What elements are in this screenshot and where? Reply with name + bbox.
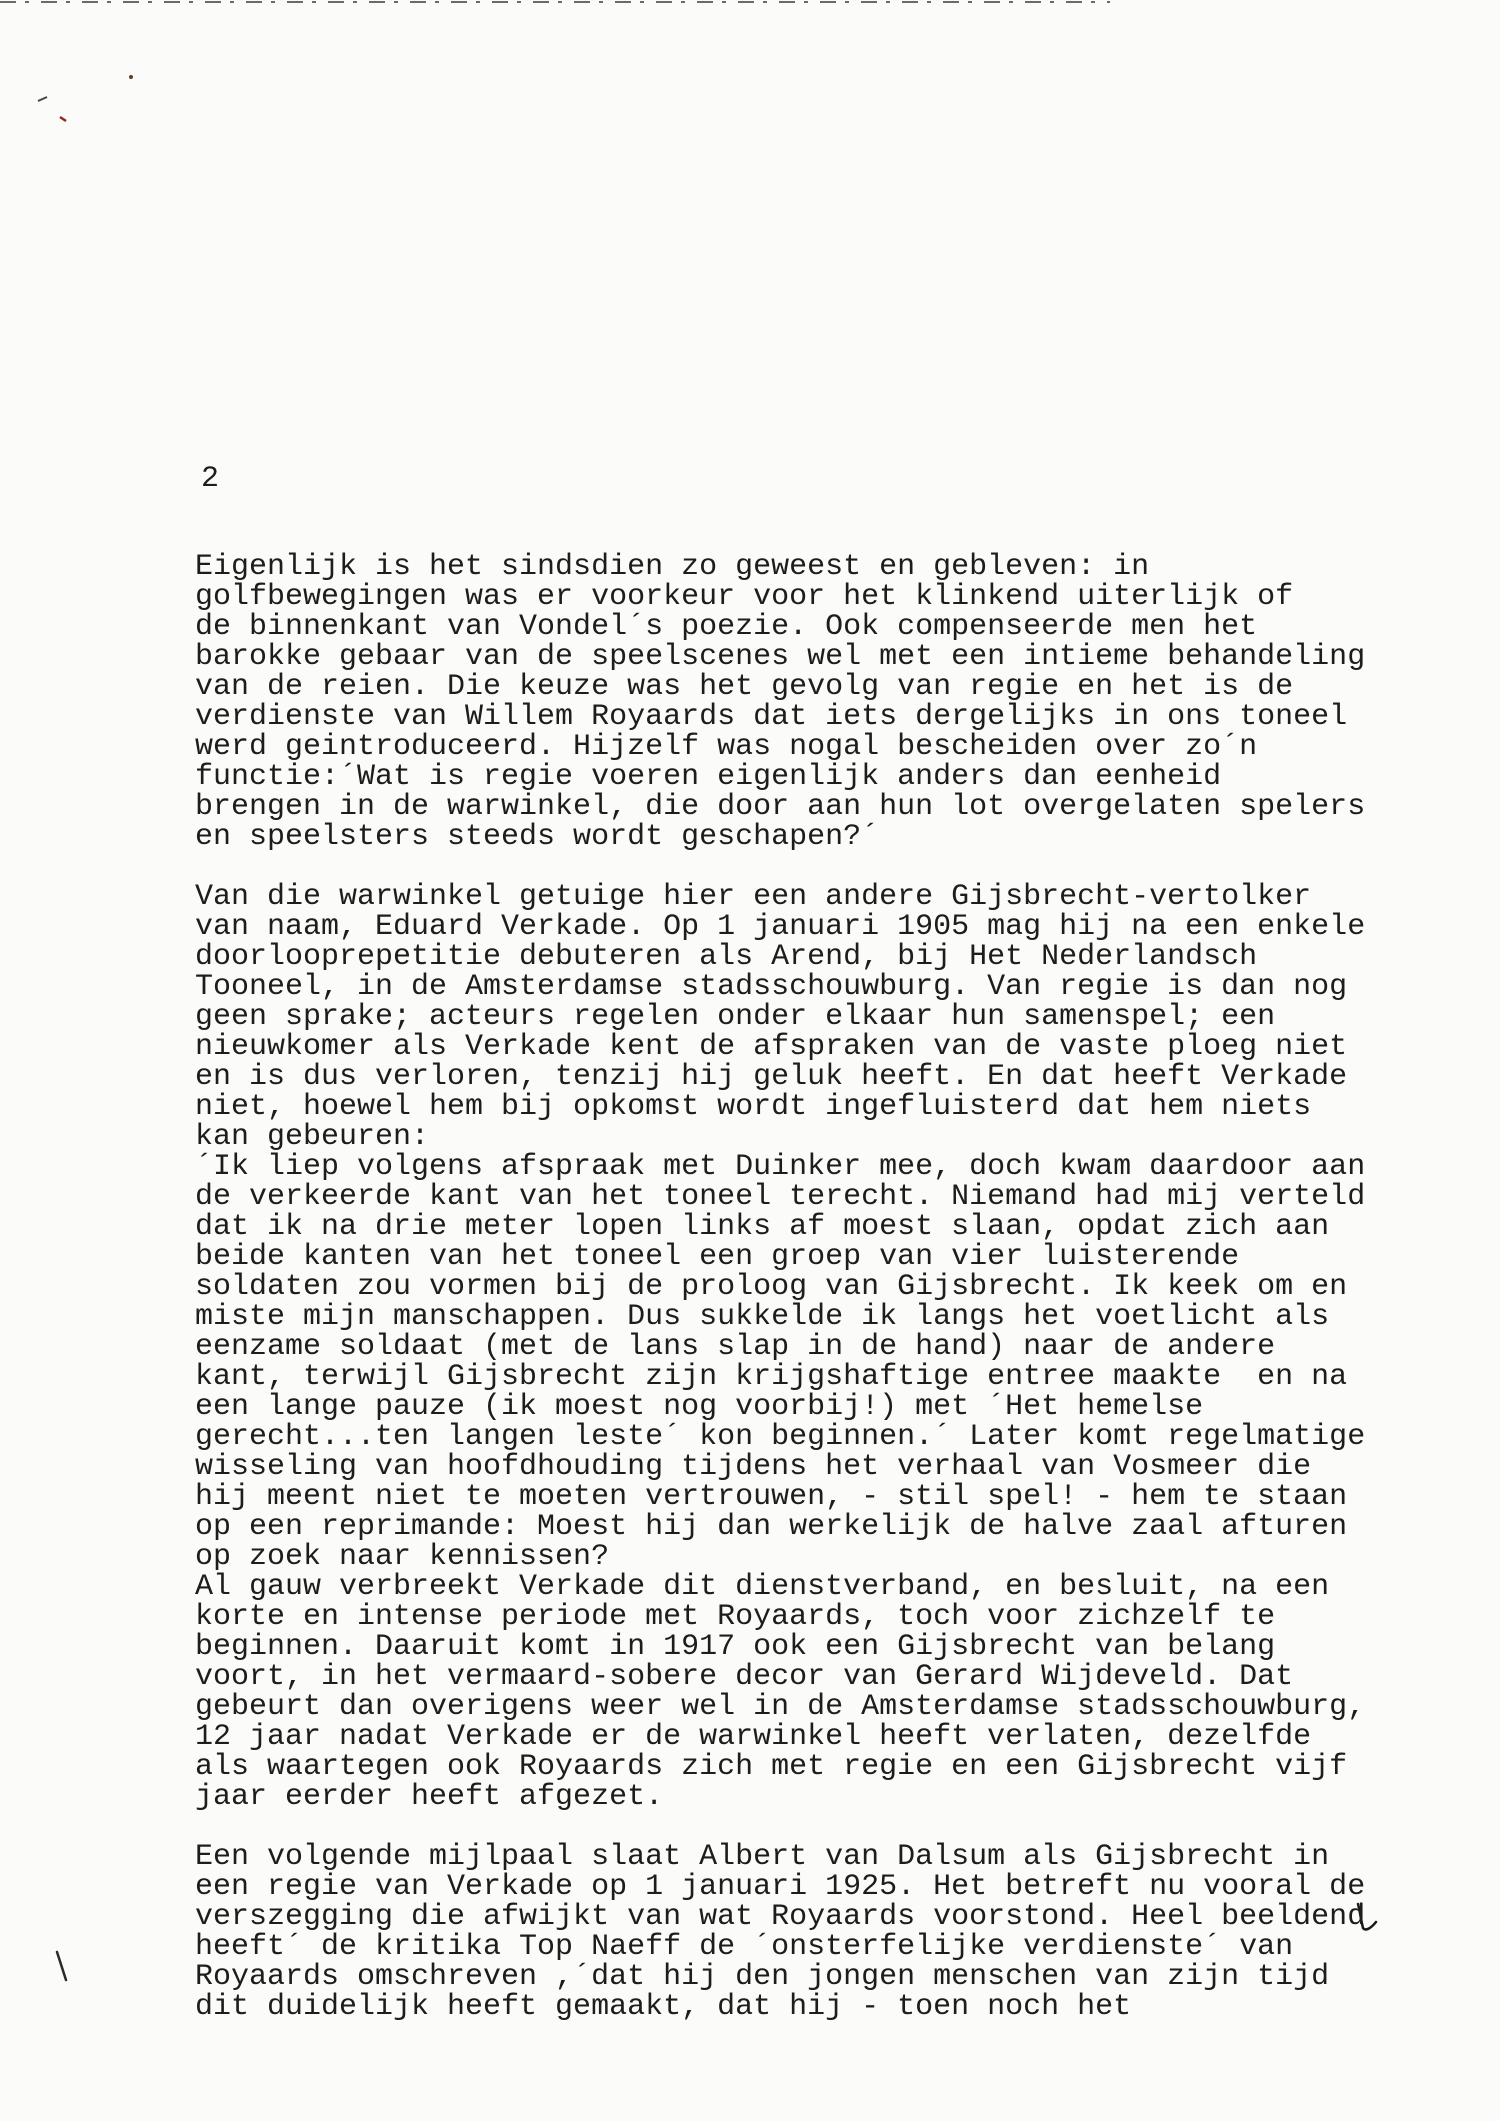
text-line: gerecht...ten langen leste´ kon beginnen.´ Later komt regelmatige [195,1420,1366,1454]
text-line: kan gebeuren: [195,1120,430,1154]
scan-speck [38,97,47,101]
text-line: en speelsters steeds wordt geschapen?´ [195,820,880,854]
paragraph [195,882,1365,1812]
paragraph [195,552,1365,852]
text-line: soldaten zou vormen bij de proloog van Gijsbrecht. Ik keek om en [195,1270,1348,1304]
text-line: Eigenlijk is het sindsdien zo geweest en gebleven: in [195,550,1150,584]
text-line: functie:´Wat is regie voeren eigenlijk anders dan eenheid [195,760,1222,794]
text-line: jaar eerder heeft afgezet. [195,1780,664,1814]
document-body [195,552,1365,2022]
text-line: verszegging die afwijkt van wat Royaards voorstond. Heel beeldend [195,1900,1366,1934]
text-line: verdienste van Willem Royaards dat iets dergelijks in ons toneel [195,700,1348,734]
text-line: Royaards omschreven ,´dat hij den jongen menschen van zijn tijd [195,1960,1330,1994]
text-line: gebeurt dan overigens weer wel in de Amsterdamse stadsschouwburg, [195,1690,1366,1724]
text-line: werd geintroduceerd. Hijzelf was nogal bescheiden over zo´n [195,730,1258,764]
text-line: een regie van Verkade op 1 januari 1925. Het betreft nu vooral de [195,1870,1366,1904]
text-line: Tooneel, in de Amsterdamse stadsschouwburg. Van regie is dan nog [195,970,1348,1004]
text-line: 12 jaar nadat Verkade er de warwinkel heeft verlaten, dezelfde [195,1720,1312,1754]
text-line: Van die warwinkel getuige hier een andere Gijsbrecht-vertolker [195,880,1312,914]
text-line: op een reprimande: Moest hij dan werkelijk de halve zaal afturen [195,1510,1348,1544]
text-line: wisseling van hoofdhouding tijdens het verhaal van Vosmeer die [195,1450,1312,1484]
text-line: barokke gebaar van de speelscenes wel met een intieme behandeling [195,640,1366,674]
text-line: beide kanten van het toneel een groep van vier luisterende [195,1240,1240,1274]
text-line: kant, terwijl Gijsbrecht zijn krijgshaftige entree maakte en na [195,1360,1348,1394]
text-line: geen sprake; acteurs regelen onder elkaar hun samenspel; een [195,1000,1276,1034]
pen-stroke-mark [57,1952,66,1980]
text-line: voort, in het vermaard-sobere decor van Gerard Wijdeveld. Dat [195,1660,1294,1694]
paragraph [195,1842,1365,2022]
text-line: korte en intense periode met Royaards, toch voor zichzelf te [195,1600,1276,1634]
text-line: en is dus verloren, tenzij hij geluk heeft. En dat heeft Verkade [195,1060,1348,1094]
text-line: op zoek naar kennissen? [195,1540,610,1574]
text-line: miste mijn manschappen. Dus sukkelde ik langs het voetlicht als [195,1300,1330,1334]
text-line: de binnenkant van Vondel´s poezie. Ook compenseerde men het [195,610,1258,644]
text-line: dat ik na drie meter lopen links af moest slaan, opdat zich aan [195,1210,1330,1244]
text-line: dit duidelijk heeft gemaakt, dat hij - toen noch het [195,1990,1132,2024]
text-line: een lange pauze (ik moest nog voorbij!) met ´Het hemelse [195,1390,1204,1424]
scan-speck [129,75,133,79]
text-line: Al gauw verbreekt Verkade dit dienstverband, en besluit, na een [195,1570,1330,1604]
text-line: als waartegen ook Royaards zich met regie en een Gijsbrecht vijf [195,1750,1348,1784]
text-line: heeft´ de kritika Top Naeff de ´onsterfelijke verdienste´ van [195,1930,1294,1964]
text-line: doorlooprepetitie debuteren als Arend, bij Het Nederlandsch [195,940,1258,974]
text-line: nieuwkomer als Verkade kent de afspraken van de vaste ploeg niet [195,1030,1348,1064]
text-line: van naam, Eduard Verkade. Op 1 januari 1905 mag hij na een enkele [195,910,1366,944]
text-line: beginnen. Daaruit komt in 1917 ook een Gijsbrecht van belang [195,1630,1276,1664]
scan-speck [60,117,66,121]
text-line: golfbewegingen was er voorkeur voor het klinkend uiterlijk of [195,580,1294,614]
text-line: van de reien. Die keuze was het gevolg van regie en het is de [195,670,1294,704]
text-line: ´Ik liep volgens afspraak met Duinker mee, doch kwam daardoor aan [195,1150,1366,1184]
text-line: hij meent niet te moeten vertrouwen, - stil spel! - hem te staan [195,1480,1348,1514]
text-line: eenzame soldaat (met de lans slap in de hand) naar de andere [195,1330,1276,1364]
text-line: niet, hoewel hem bij opkomst wordt ingefluisterd dat hem niets [195,1090,1312,1124]
text-line: brengen in de warwinkel, die door aan hun lot overgelaten spelers [195,790,1366,824]
text-line: de verkeerde kant van het toneel terecht. Niemand had mij verteld [195,1180,1366,1214]
page-number: 2 [201,462,220,496]
text-line: Een volgende mijlpaal slaat Albert van Dalsum als Gijsbrecht in [195,1840,1330,1874]
